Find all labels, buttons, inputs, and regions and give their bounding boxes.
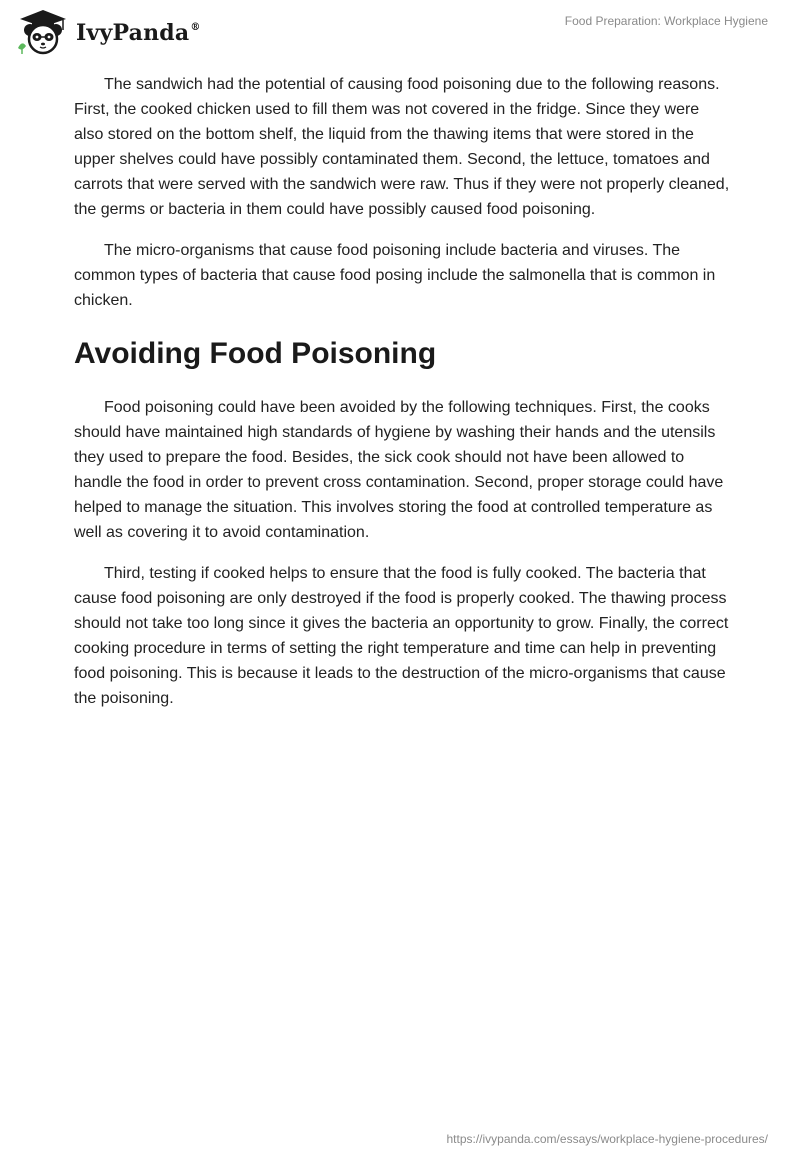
paragraph: Food poisoning could have been avoided by the following techniques. First, the cooks should have maintained high standards of hygiene by washing their hands and the utensils they used to prepare the food. Besides, the sick cook should not have been allowed to handle the food in order to prevent cross contamination. Second, proper storage could have helped to manage the situation. This involves storing the food at controlled temperature as well as covering it to avoid contamination.	[74, 399, 724, 541]
document-title: Food Preparation: Workplace Hygiene	[564, 14, 768, 28]
source-url[interactable]: https://ivypanda.com/essays/workplace-hygiene-procedures/	[446, 1132, 768, 1146]
section-heading: Avoiding Food Poisoning	[74, 337, 437, 370]
essay-body	[74, 72, 730, 727]
ivypanda-logo[interactable]	[14, 8, 201, 56]
paragraph: The micro-organisms that cause food poisoning include bacteria and viruses. The common types of bacteria that cause food posing include the salmonella that is common in chicken.	[74, 242, 716, 309]
page-header	[0, 0, 800, 64]
paragraph: The sandwich had the potential of causing food poisoning due to the following reasons. First, the cooked chicken used to fill them was not covered in the fridge. Since they were also stored on the bottom shelf, the liquid from the thawing items that were stored in the upper shelves could have possibly contaminated them. Second, the lettuce, tomatoes and carrots that were served with the sandwich were raw. Thus if they were not properly cleaned, the germs or bacteria in them could have possibly caused food poisoning.	[74, 76, 730, 218]
paragraph: Third, testing if cooked helps to ensure that the food is fully cooked. The bacteria that cause food poisoning are only destroyed if the food is properly cooked. The thawing process should not take too long since it gives the bacteria an opportunity to grow. Finally, the correct cooking procedure in terms of setting the right temperature and time can help in preventing food poisoning. This is because it leads to the destruction of the micro-organisms that cause the poisoning.	[74, 565, 729, 707]
panda-logo-icon	[14, 8, 72, 56]
logo-wordmark: IvyPanda®	[76, 20, 201, 46]
